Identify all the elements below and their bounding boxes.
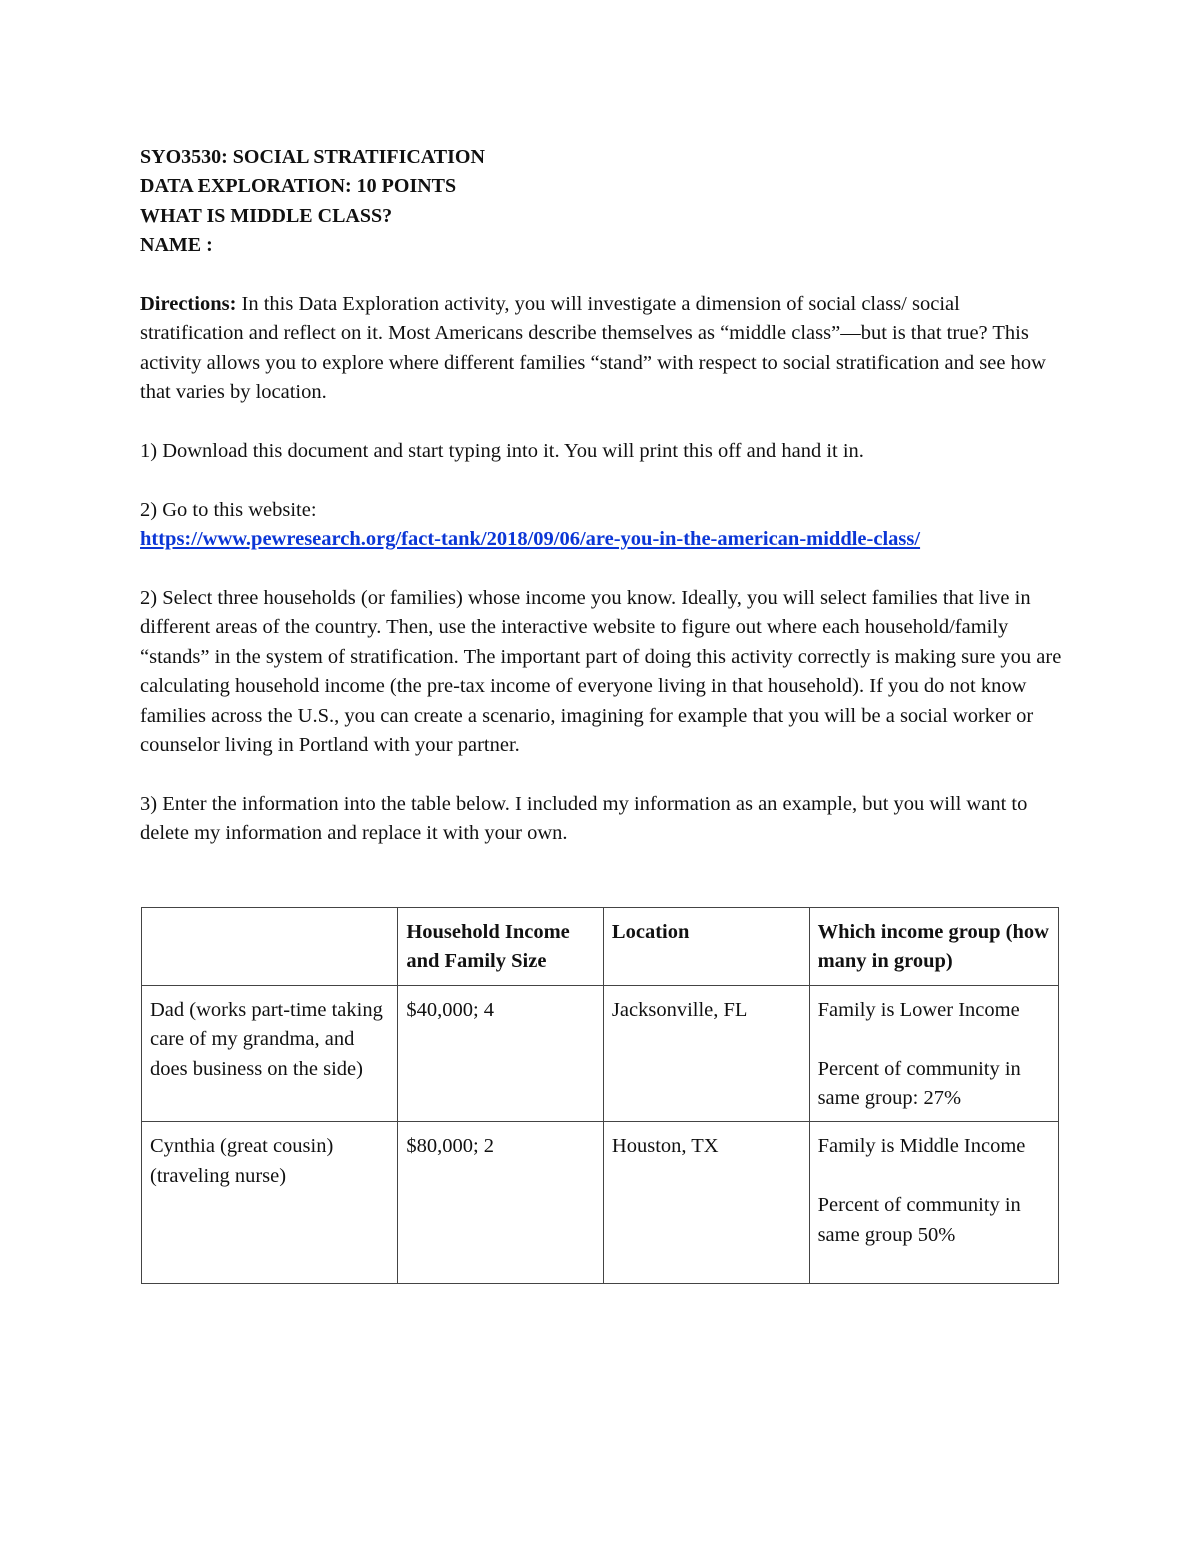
name-label: NAME : bbox=[140, 234, 213, 257]
income-cell[interactable]: $80,000; 2 bbox=[398, 1122, 604, 1284]
group-text: Family is Middle Income bbox=[817, 1135, 1026, 1158]
directions-text: In this Data Exploration activity, you will investigate a dimension of social class/ social stratification and reflect on it. Most Americans describe themselves as “middle class”—but is that true? This activity allows you to explore where different families “stand” with respect to social stratification and see how that varies by location. bbox=[140, 293, 1046, 404]
header-cell-income: Household Income and Family Size bbox=[398, 908, 604, 986]
header-cell-location: Location bbox=[603, 908, 809, 986]
question-title: WHAT IS MIDDLE CLASS? bbox=[140, 204, 393, 227]
table-row bbox=[142, 985, 1059, 1122]
table-header-row bbox=[142, 908, 1059, 986]
step-2 bbox=[140, 496, 1065, 555]
percent-text: Percent of community in same group: 27% bbox=[817, 1057, 1021, 1110]
group-cell[interactable] bbox=[809, 1122, 1058, 1284]
location-cell[interactable]: Houston, TX bbox=[603, 1122, 809, 1284]
header-cell-blank bbox=[142, 908, 398, 986]
step-3: 3) Enter the information into the table below. I included my information as an example, but you will want to delete my information and replace it with your own. bbox=[140, 792, 1028, 845]
pew-research-link[interactable]: https://www.pewresearch.org/fact-tank/2018/09/06/are-you-in-the-american-middle-class/ bbox=[140, 528, 921, 551]
course-title: SYO3530: SOCIAL STRATIFICATION bbox=[140, 146, 485, 168]
person-cell[interactable]: Dad (works part-time taking care of my grandma, and does business on the side) bbox=[142, 985, 398, 1122]
group-cell[interactable] bbox=[809, 985, 1058, 1122]
income-table bbox=[141, 907, 1059, 1284]
person-cell[interactable]: Cynthia (great cousin) (traveling nurse) bbox=[142, 1122, 398, 1284]
header-cell-group: Which income group (how many in group) bbox=[809, 908, 1058, 986]
step-2-select: 2) Select three households (or families) whose income you know. Ideally, you will select families that live in different areas of the country. Then, use the interactive website to figure out where each household/family “stands” in the system of stratification. The important part of doing this activity correctly is making sure you are calculating household income (the pre-tax income of everyone living in that household). If you do not know families across the U.S., you can create a scenario, imagining for example that you will be a social worker or counselor living in Portland with your partner. bbox=[140, 587, 1062, 757]
directions-label: Directions: bbox=[140, 293, 237, 316]
location-cell[interactable]: Jacksonville, FL bbox=[603, 985, 809, 1122]
directions-paragraph bbox=[140, 290, 1065, 408]
percent-text: Percent of community in same group 50% bbox=[817, 1194, 1021, 1246]
document-body bbox=[140, 143, 1065, 849]
step-1: 1) Download this document and start typing into it. You will print this off and hand it in. bbox=[140, 440, 864, 463]
step-2-intro: 2) Go to this website: bbox=[140, 498, 317, 521]
income-cell[interactable]: $40,000; 4 bbox=[398, 985, 604, 1122]
assignment-title: DATA EXPLORATION: 10 POINTS bbox=[140, 175, 457, 198]
group-text: Family is Lower Income bbox=[817, 998, 1020, 1021]
table-row bbox=[142, 1122, 1059, 1284]
